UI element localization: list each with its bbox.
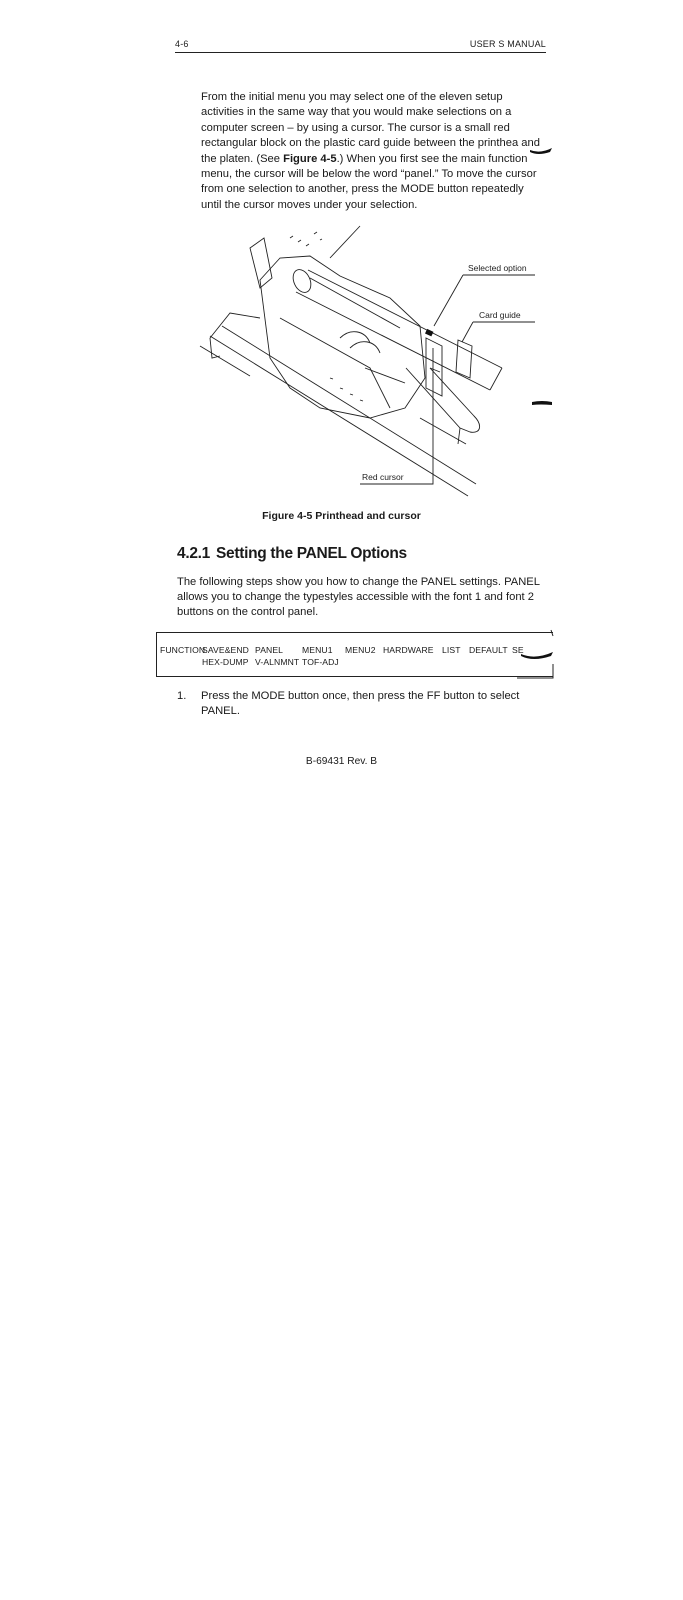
panel-item-panel: PANEL <box>255 645 284 655</box>
panel-item-hardware: HARDWARE <box>383 645 434 655</box>
panel-item-menu1: MENU1 <box>302 645 333 655</box>
figure-caption: Figure 4-5 Printhead and cursor <box>262 510 421 522</box>
selected-option-label: Selected option <box>468 263 527 273</box>
printhead-illustration <box>190 218 550 503</box>
document-number: B-69431 Rev. B <box>305 756 378 767</box>
step-text: Press the MODE button once, then press the FF button to select PANEL. <box>201 690 520 718</box>
card-guide-label: Card guide <box>479 310 521 320</box>
section-title: Setting the PANEL Options <box>215 545 407 562</box>
panel-item-save-end: SAVE&END <box>202 645 249 655</box>
figure-reference: Figure 4-5 <box>283 152 337 165</box>
section-paragraph: The following steps show you how to change the PANEL settings. PANEL allows you to change the typestyles accessible with the font 1 and font 2 buttons on the control panel. <box>177 576 540 619</box>
panel-item-se: SE <box>512 645 524 655</box>
panel-display <box>156 632 553 677</box>
section-number: 4.2.1 <box>177 545 210 562</box>
intro-paragraph <box>201 90 546 213</box>
panel-box-torn-edge <box>517 628 557 680</box>
panel-item-v-alnmnt: V-ALNMNT <box>255 657 300 667</box>
manual-title: USER S MANUAL <box>469 39 546 49</box>
panel-item-hex-dump: HEX-DUMP <box>202 657 249 667</box>
intro-text-2: .) When you first see the main function menu, the cursor will be below the word “panel.” To move the cursor from one selection to another, press the MODE button repeatedly until the cursor moves under your selection. <box>201 152 537 211</box>
step-number: 1. <box>177 690 187 702</box>
page-number: 4-6 <box>175 39 189 49</box>
panel-item-function: FUNCTION <box>160 645 206 655</box>
section-heading <box>177 545 407 563</box>
header-rule <box>175 52 546 53</box>
panel-item-list: LIST <box>442 645 461 655</box>
panel-item-default: DEFAULT <box>469 645 508 655</box>
panel-item-tof-adj: TOF-ADJ <box>302 657 339 667</box>
intro-text-1: From the initial menu you may select one of the eleven setup activities in the same way that you would make selections on a computer screen – by using a cursor. The cursor is a small red rectangular block on the plastic card guide between the printhea and the platen. (See <box>201 91 540 165</box>
panel-item-menu2: MENU2 <box>345 645 376 655</box>
red-cursor-label: Red cursor <box>362 472 404 482</box>
